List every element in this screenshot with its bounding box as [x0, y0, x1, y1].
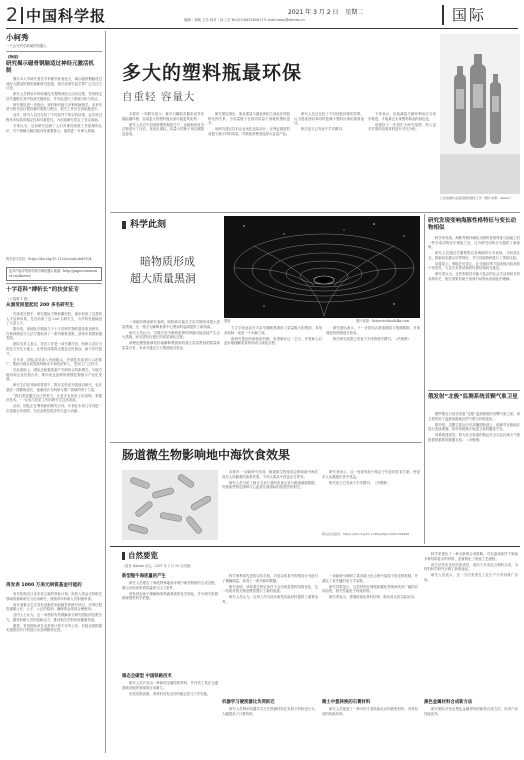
- plastic-article-col3: 研究人员还比较了不同回收体系的效果，认为提高回收率同样是减少塑料污染的重要途径。 相关论文已发表于学术期刊。: [294, 112, 364, 132]
- black-hole-caption-left: 黑洞: [224, 319, 231, 323]
- article-tag: 《物理》: [6, 55, 21, 59]
- article3-body: 有关机构近日宣布设立新的资助计划，拟投入资金支持相关领域的基础研究与应用研究，鼓励青年科研人员积极申请。 该计划重点关注具有创新性和前瞻性的研究项目，评审过程将遵循公开、公平、公正的原则，确保资金得到合理使用。 业内人士认为，这一举措将有效缓解部分研究团队的经费压力，激发科研人员的创新活力，推动相关学科持续健康发展。 据悉，首批资助项目名单预计将于年内公布，后续还将根据实施情况对计划进行动态调整和完善。: [6, 592, 102, 633]
- nature-column-title: 自然要览: [128, 551, 158, 560]
- dark-matter-col1: 一项新的理论研究表明，暗物质可能在宇宙早期形成超大质量黑洞，这一观点为解释星系中心黑洞的起源提供了新线索。 研究人员认为，早期宇宙中暗物质晕的坍缩可能直接产生巨大黑洞，而无需经历漫长的恒星演化过程。 该理论模型能够较好地解释观测到的超大质量黑洞的数量和质量分布，未来可通过天文观测加以验证。: [122, 320, 220, 350]
- nature-item5-body: 研究团队开发出黑色金属材料的新型合成方法，所得产品性能优异。: [424, 707, 518, 716]
- microbe-link[interactable]: 相关论文信息：https://doi.org/10.1136/gutjnl-2020-323399: [322, 532, 410, 536]
- nature-col2-body: 科学家利用先进的实验手段，对复杂体系中的相变行为进行了精确测量，获得了一系列新的数据。 研究表明，该体系在特定条件下会出现显著的结构变化，这一结果对相关理论模型提出了新的挑战。 研究人员认为，这项工作为设计新型功能材料提供了重要参考。: [222, 574, 318, 604]
- article2-kicker: 十字花科“搏斩长”的扶贫征专: [6, 287, 80, 293]
- dark-matter-col3: 研究团队表示，下一步将结合数值模拟与观测数据，对该理论的预测进行检验。 相关研究成果已发表于天体物理学期刊。（冯维维）: [326, 326, 420, 341]
- microbe-headline: 肠道微生物影响地中海饮食效果: [122, 448, 291, 462]
- date-text: 2021 年 3 月 2 日: [288, 9, 339, 16]
- sidebar: [6, 31, 102, 753]
- paper-name: 中国科学报: [26, 7, 107, 25]
- weather-article-title: 俄发射“北极”监测系统首颗气象卫星: [428, 394, 518, 400]
- nature-item1-title: 新型锂牛海底量的产生: [122, 574, 166, 579]
- page-number: 2: [6, 4, 19, 26]
- right-article-body: 科学家发现，海豚等海洋哺乳动物的性格特征与陆地上的一些长寿动物存在相似之处，这为研究动物行为提供了新视角。 研究人员通过长期观察记录海豚的行为表现，分析其社交、探索和应激反应等特征，并与其他物种进行了系统比较。 结果显示，海豚在好奇心、社交倾向等方面表现出较高的个体差异，与灵长类等动物的性格结构较为接近。 研究者认为，这些相似性可能与复杂的社会生活和较长的寿命有关，相关成果有助于加深对动物认知演化的理解。: [428, 236, 520, 281]
- nature-item4-title: 稀土中氢转换的石膏材料: [322, 700, 371, 705]
- black-hole-caption-right: 图片来源：hetnovtsobachilka.com: [356, 319, 410, 323]
- plastic-article-col2: 研究团队指出，瓶身重量与盛装体积之间存在明显的比例关系，小容量瓶子在相同用量下消耗的塑料更多。 该研究建议饮料企业优化包装设计，在保证强度的前提下减少材料用量，并鼓励消费者选择大容量产品。: [208, 112, 290, 136]
- main-headline: 多大的塑料瓶最环保: [122, 62, 303, 84]
- bottle-illustration: [440, 34, 520, 194]
- nature-item2-title: 稳态全碳型 中国铁路技术: [122, 674, 172, 679]
- science-moment-marker: [122, 221, 126, 229]
- article1-body: 墨尔本大学研究者在学术期刊发表论文，揭示磁骨钢脑适过神经元激活机制的最新研究进展，相关成果引起学界广泛关注与讨论。 研究人员利用多种成像技术观察神经元活动过程，发现特定信号通路在其中扮演关键角色，并对此进行了系统分析与验证。 研究团队进一步指出，该机制可能与多种疾病相关，未来有望为相关治疗提供新的思路与靶点，相关工作仍在持续推进中。 此外，研究人员还比较了不同条件下的实验结果，证实该过程具有较高的稳定性和可重复性，为后续研究奠定了坚实基础。 专家认为，这项研究加深了人们对神经系统工作原理的认识，对于理解大脑功能具有重要意义，值得进一步深入探索。: [6, 77, 102, 133]
- science-moment-header: [122, 218, 222, 232]
- section-label: 国际: [452, 6, 487, 24]
- article1-link[interactable]: 相关论文信息：https://doi.org/10.1126/sciadv.abd9104: [6, 257, 92, 261]
- nature-item4-body: 研究人员报道了一种可用于氢转换反应的新型材料，具有较高的转换效率。: [322, 707, 418, 716]
- article2-title: 从演变回望起近 200 多名研究生: [6, 303, 74, 308]
- dark-matter-title-2: 超大质量黑洞: [130, 272, 196, 285]
- weekday-text: 星期二: [345, 9, 364, 16]
- column-name: 小柯秀: [6, 33, 29, 42]
- article2-kicker-sub: （上接第 1 版）: [6, 297, 31, 301]
- nature-item3-title: 机器学习硬度器比负荷跃迁: [222, 700, 275, 705]
- microbe-col1: 本报讯 一项新研究发现，肠道微生物组成会影响地中海饮食对人体健康的改善效果，不同人群从中获益存在差异。 研究人员分析了数百名参与者的饮食记录与肠道菌群数据，发现某些特定菌种与心血管代谢指标的改善密切相关。: [222, 470, 318, 490]
- microbe-col2: 研究者表示，这一发现有助于制定个性化的饮食方案，使更多人从健康饮食中受益。 相关论文已发表于学术期刊。（冯维维）: [322, 470, 420, 485]
- issue-date: [288, 9, 363, 16]
- article1-title: 研究揭示磁骨钢脑适过神经元激活机制: [6, 61, 95, 74]
- microbe-image: [122, 470, 218, 540]
- bottle-caption: [440, 196, 520, 208]
- nature-item3-body: 研究人员利用机器学习方法预测材料在负荷下的转变行为，大幅提高了计算效率。: [222, 707, 318, 716]
- editor-line: 编辑｜高峡 文乐 校对｜何工芬 Tel:(010)62580617 E-mail:news@stimes.cn: [184, 18, 305, 22]
- plastic-article-col1: 本报讯 一项研究显示，就可口罐装容器来说并非越轻越环保，容量更大的塑料瓶反而可能更具优势。 研究人员对不同规格塑料瓶的生产、运输和回收全过程进行了评估，发现自重轻、容量大的瓶子单位碳排放更低。: [122, 112, 204, 136]
- main-subhead: 自重轻 容量大: [122, 91, 196, 103]
- nature-marker: [122, 552, 125, 560]
- bottle-caption-text: 已完成棉铃虫基因组的测序工作（图片来源：Alamy）: [440, 196, 513, 200]
- promo-text[interactable]: 更多内容详见科学网小柯机器人频道：http://paper.sciencenet.cn/Alnews/: [9, 269, 98, 278]
- black-hole-image: [224, 216, 420, 318]
- article2-body: 在演变过程中，研究团队不断积累经验，逐步形成了完善的人才培养体系，先后培养了近 200 名研究生，为学科发展输送了大量人才。 据介绍，该团队长期致力于十字花科作物的遗传改良研究，在育种理论与方法方面取得了一系列重要成果，获得多项国家级奖励。 团队负责人表示，扶贫工作是一项长期任务，科研人员应当把论文写在大地上，让科技成果真正惠及农民群众，助力乡村振兴。 多年来，团队成员深入田间地头，开展技术培训与示范推广，帮助当地农民提高种植水平和经济收入，受到了广泛好评。 在此基础上，团队还积极探索产学研结合的新模式，与地方政府和企业开展合作，推动优良品种的规模化种植与产业化发展。 研究生们在导师的带领下，既在实验室开展前沿研究，也在基层一线锻炼成长，逐渐成长为科研与推广领域的骨干力量。 “我们希望通过自己的努力，让更多农民用上好品种、掌握好技术。”一位参与扶贫工作的研究生这样说道。 目前，团队正在筹划新的研究方向，计划在未来几年内进一步拓展合作范围，为农业科技进步作出更大贡献。: [6, 312, 102, 414]
- nature-column-header: [122, 550, 242, 562]
- plastic-article-col4: 专家表示，包装减量与循环利用应当同步推进，才能真正实现塑料制品的绿色化。 该团队下一步将扩大研究范围，纳入更多类型的包装材料进行对比分析。: [368, 112, 436, 132]
- nature-item1-body: 研究人员报告了海底特殊地质环境中新型物质的生成过程，揭示其形成所需的温度与压力条件。 该发现有助于理解海底热液系统的化学演化，并为相关资源勘探提供科学依据。: [122, 581, 218, 601]
- right-article-title: 研究发现变响海豚性格特征与变长动物相似: [428, 218, 517, 231]
- weather-article-body: 俄罗斯近日成功发射“北极”监测系统的首颗气象卫星，该卫星将用于监测北极地区的气候与环境变化。 据介绍，这颗卫星运行在高椭圆轨道上，能够对北极地区进行连续观测，弥补传统静止轨道卫星的覆盖不足。 该系统建成后，将为北方航道的航运安全以及区域天气预报提供重要的数据支持。（冯维维）: [428, 412, 520, 442]
- nature-item5-title: 黑色金属材料合成新方法: [424, 700, 473, 705]
- nature-column-subtitle: （选自 Nature 杂志，2021 年 2 月 25 日出版）: [122, 564, 193, 568]
- nature-col4-body: 科学家提出了一种全新的合成策略，可在温和条件下制备多种结构复杂的材料，显著简化了传统工艺流程。 该方法具有良好的普适性，适用于多类化合物的合成，为材料科学研究开辟了新的途径。 研究人员表示，这一方法有望在工业生产中得到推广应用。: [424, 552, 518, 582]
- nature-col3-body: 一项新研究阐明了某类稀土化合物中氢原子的迁移机制，并测定了其关键的动力学参数。 研究结果显示，这类材料在储氢和催化等领域具有广阔的应用前景，相关性能优于传统材料。 研究者表示，将继续优化材料结构，推动其走向实际应用。: [322, 574, 418, 600]
- article3-title: 再发表 1000 万美元病资基金可能的: [6, 583, 82, 588]
- science-moment-title: 科学此刻: [130, 220, 167, 230]
- column-subtitle: 一个会写科学新闻的机器人: [6, 44, 47, 48]
- dark-matter-title-1: 暗物质形成: [140, 255, 195, 268]
- promo-box: [6, 267, 102, 281]
- dark-matter-col2: 天文学家此前在宇宙早期就观测到了质量极大的黑洞，其形成机制一直是一个未解之谜。 新研究提出的暗物质机制，有望填补这一空白，并帮助人们更好地理解星系的形成与演化历程。: [224, 326, 322, 346]
- nature-item2-body: 研究人员开发出一种新的全碳结构材料，并评估了其在交通基础设施等领域的应用潜力。 实验结果表明，该材料具有良好的稳定性与力学性能。: [122, 681, 218, 696]
- masthead: [6, 5, 518, 27]
